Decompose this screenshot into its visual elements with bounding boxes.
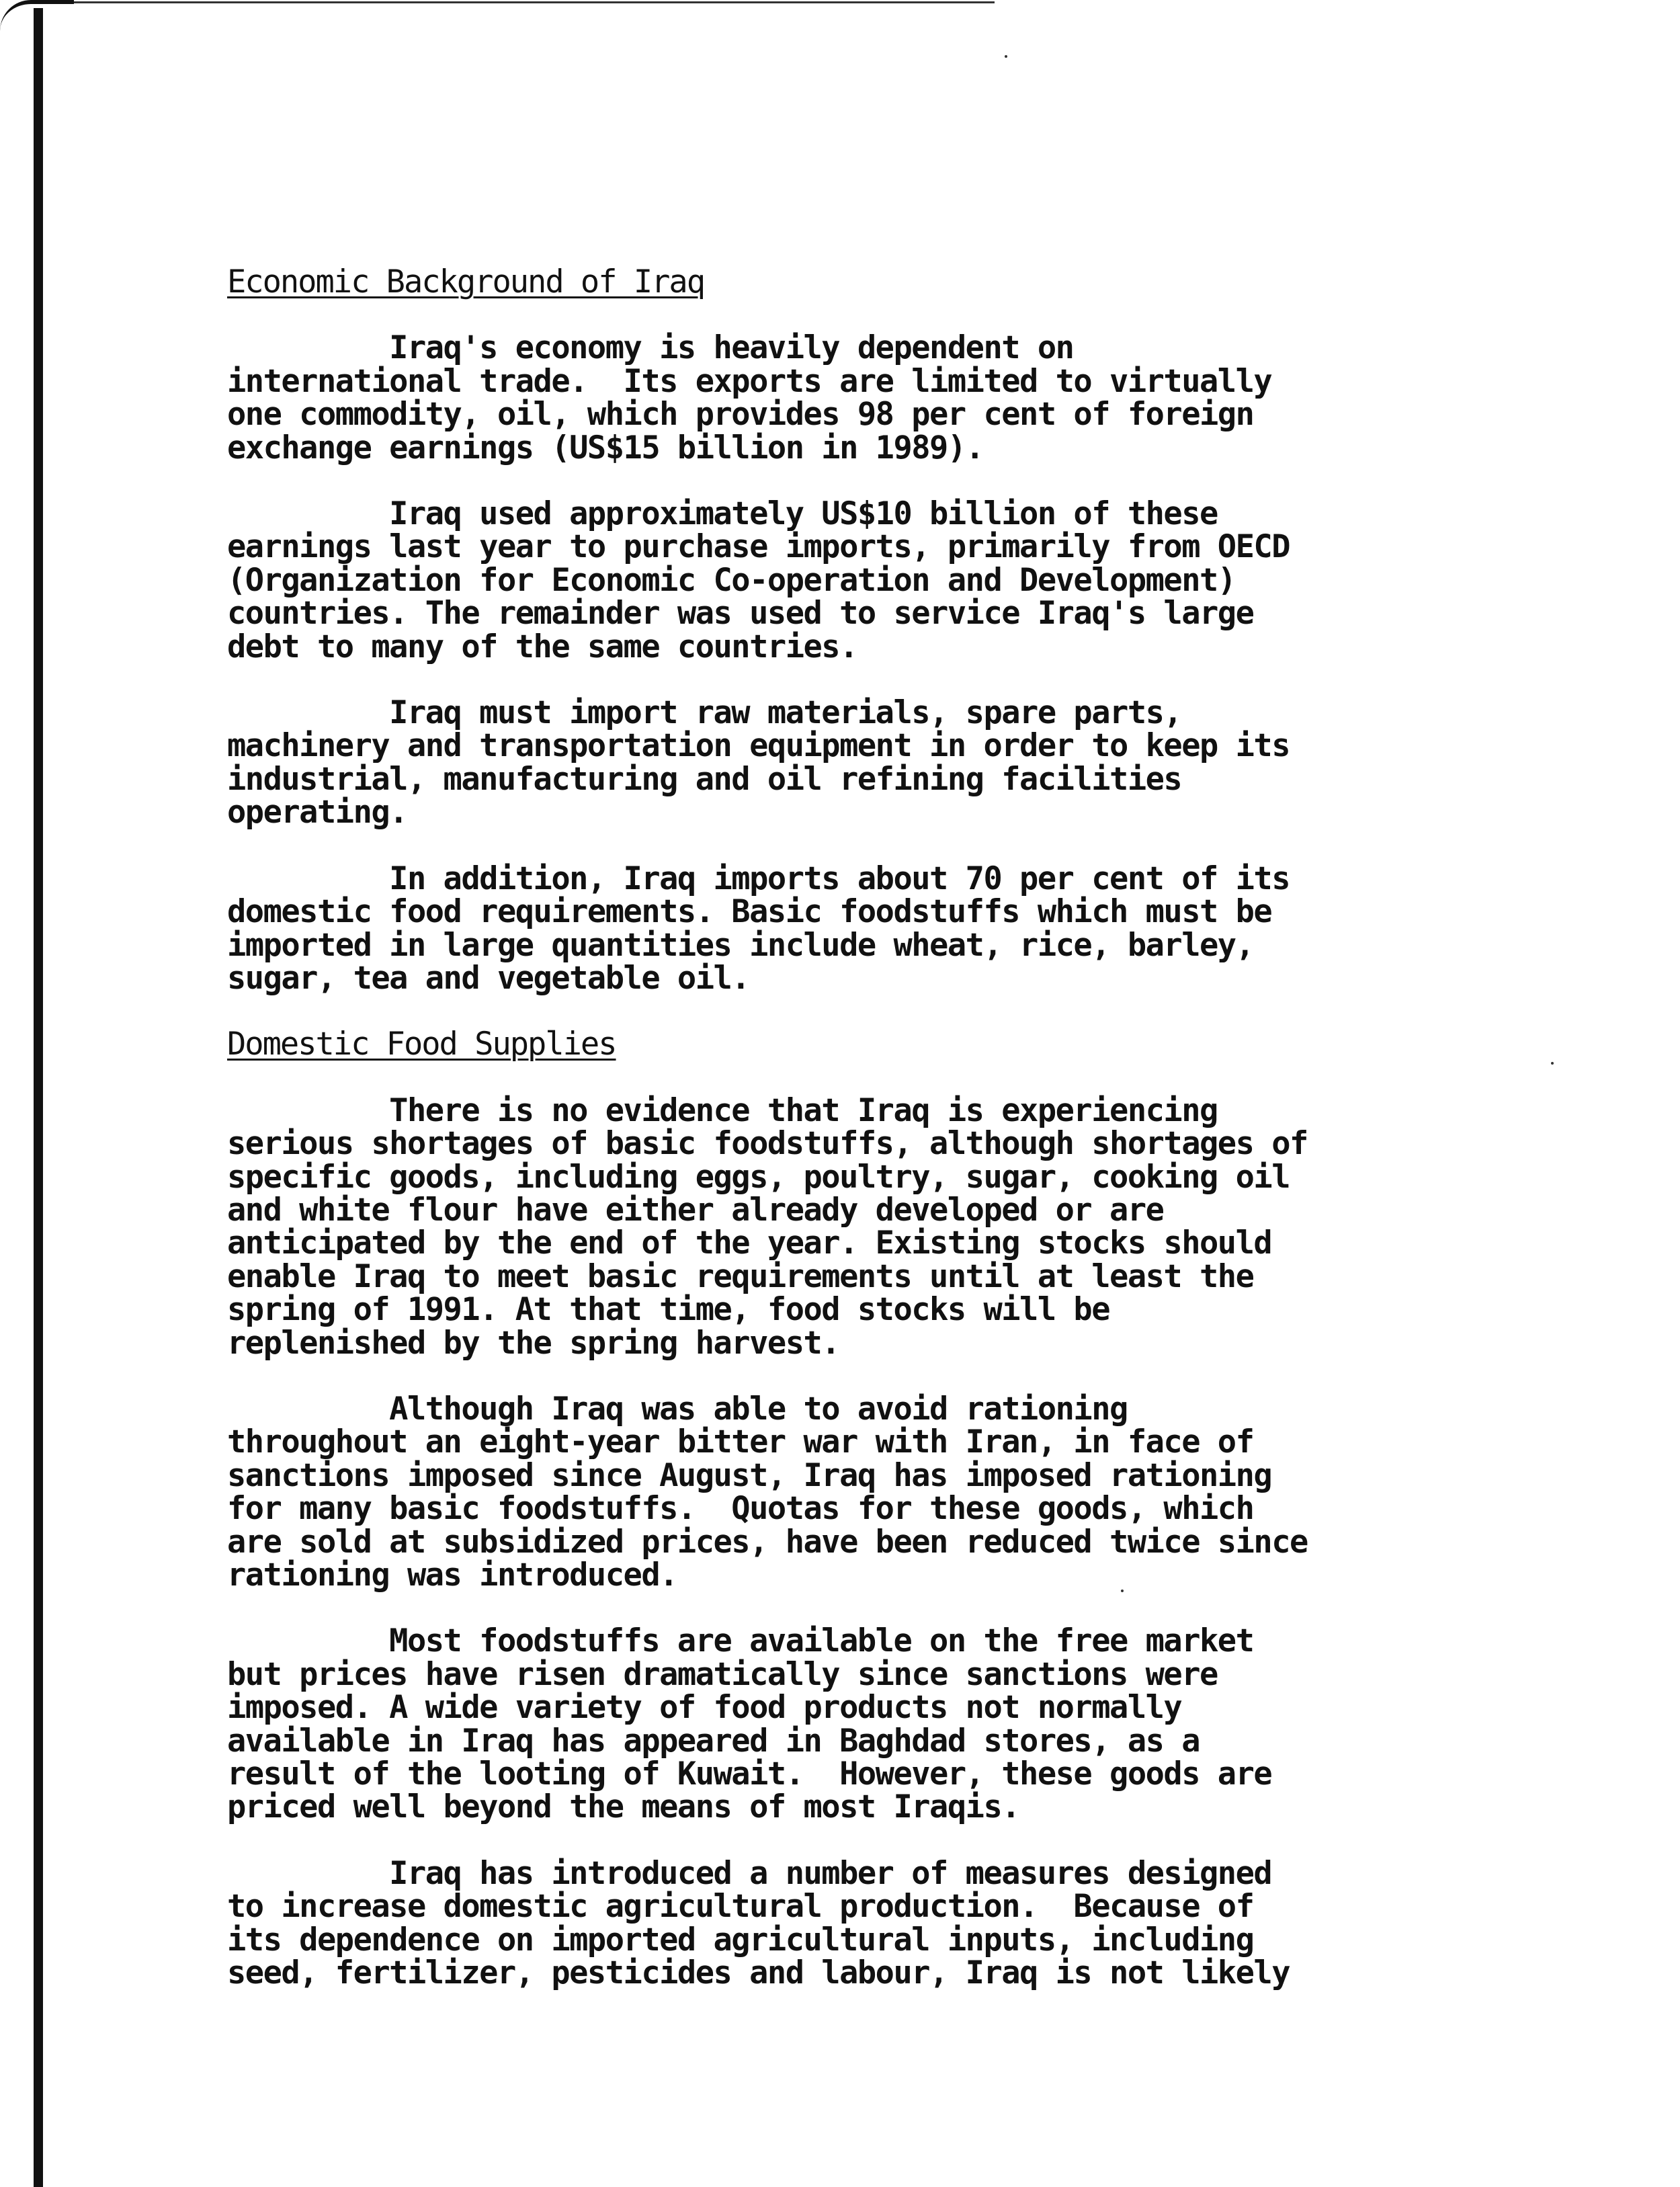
text-line: sanctions imposed since August, Iraq has imposed rationing [227, 1456, 1272, 1494]
text-line: domestic food requirements. Basic foodstuffs which must be [227, 893, 1272, 931]
text-line: enable Iraq to meet basic requirements until at least the [227, 1257, 1254, 1295]
text-line: machinery and transportation equipment in order to keep its [227, 727, 1290, 765]
section-heading: Economic Background of Iraq [227, 263, 705, 300]
text-line: result of the looting of Kuwait. However, these goods are [227, 1756, 1272, 1793]
paragraph [227, 1390, 1450, 1594]
text-line: for many basic foodstuffs. Quotas for these goods, which [227, 1490, 1254, 1528]
text-line: international trade. Its exports are limited to virtually [227, 362, 1272, 400]
section-heading: Domestic Food Supplies [227, 1026, 616, 1063]
paragraph [227, 497, 1450, 663]
paragraph [227, 1854, 1450, 1992]
text-line: Iraq must import raw materials, spare parts, [227, 694, 1182, 732]
text-line: are sold at subsidized prices, have been reduced twice since [227, 1523, 1308, 1561]
text-line: priced well beyond the means of most Iraqis. [227, 1788, 1020, 1826]
section-domestic-food-supplies [227, 1026, 1450, 1992]
text-line: one commodity, oil, which provides 98 per cent of foreign [227, 396, 1254, 434]
text-line: replenished by the spring harvest. [227, 1324, 840, 1362]
document-body [227, 263, 1450, 1992]
text-line: sugar, tea and vegetable oil. [227, 959, 750, 997]
text-line: and white flour have either already developed or are [227, 1191, 1164, 1229]
text-line: spring of 1991. At that time, food stocks will be [227, 1291, 1110, 1329]
text-line: imposed. A wide variety of food products not normally [227, 1689, 1182, 1727]
paragraph [227, 1091, 1450, 1362]
text-line: anticipated by the end of the year. Existing stocks should [227, 1225, 1272, 1262]
text-line: debt to many of the same countries. [227, 628, 857, 665]
text-line: to increase domestic agricultural production. Because of [227, 1888, 1254, 1926]
paragraph [227, 862, 1450, 995]
scan-speck [1551, 1062, 1554, 1065]
text-line: specific goods, including eggs, poultry, sugar, cooking oil [227, 1158, 1290, 1196]
text-line: its dependence on imported agricultural inputs, including [227, 1921, 1254, 1958]
text-line: operating. [227, 794, 407, 831]
text-line: In addition, Iraq imports about 70 per cent of its [227, 860, 1290, 897]
text-line: countries. The remainder was used to service Iraq's large [227, 595, 1254, 632]
text-line: There is no evidence that Iraq is experiencing [227, 1091, 1218, 1129]
text-line: Although Iraq was able to avoid rationing [227, 1390, 1128, 1428]
paragraph [227, 331, 1450, 464]
text-line: rationing was introduced. [227, 1557, 677, 1594]
text-line: throughout an eight-year bitter war with Iran, in face of [227, 1423, 1254, 1461]
text-line: Iraq used approximately US$10 billion of these [227, 495, 1218, 533]
text-line: seed, fertilizer, pesticides and labour, Iraq is not likely [227, 1954, 1290, 1992]
paragraph [227, 696, 1450, 829]
text-line: serious shortages of basic foodstuffs, although shortages of [227, 1125, 1308, 1163]
text-line: Most foodstuffs are available on the free market [227, 1622, 1254, 1660]
scan-speck [1005, 55, 1007, 58]
text-line: imported in large quantities include wheat, rice, barley, [227, 926, 1254, 964]
text-line: exchange earnings (US$15 billion in 1989). [227, 429, 984, 466]
text-line: (Organization for Economic Co-operation and Development) [227, 561, 1236, 599]
paragraph [227, 1622, 1450, 1826]
text-line: available in Iraq has appeared in Baghdad stores, as a [227, 1722, 1200, 1760]
page-left-edge [34, 8, 43, 2187]
text-line: Iraq's economy is heavily dependent on [227, 329, 1074, 367]
text-line: but prices have risen dramatically since sanctions were [227, 1655, 1218, 1693]
text-line: earnings last year to purchase imports, primarily from OECD [227, 528, 1290, 566]
text-line: Iraq has introduced a number of measures designed [227, 1854, 1272, 1892]
page-top-edge [34, 1, 995, 3]
section-economic-background [227, 265, 1450, 995]
text-line: industrial, manufacturing and oil refining facilities [227, 760, 1182, 798]
